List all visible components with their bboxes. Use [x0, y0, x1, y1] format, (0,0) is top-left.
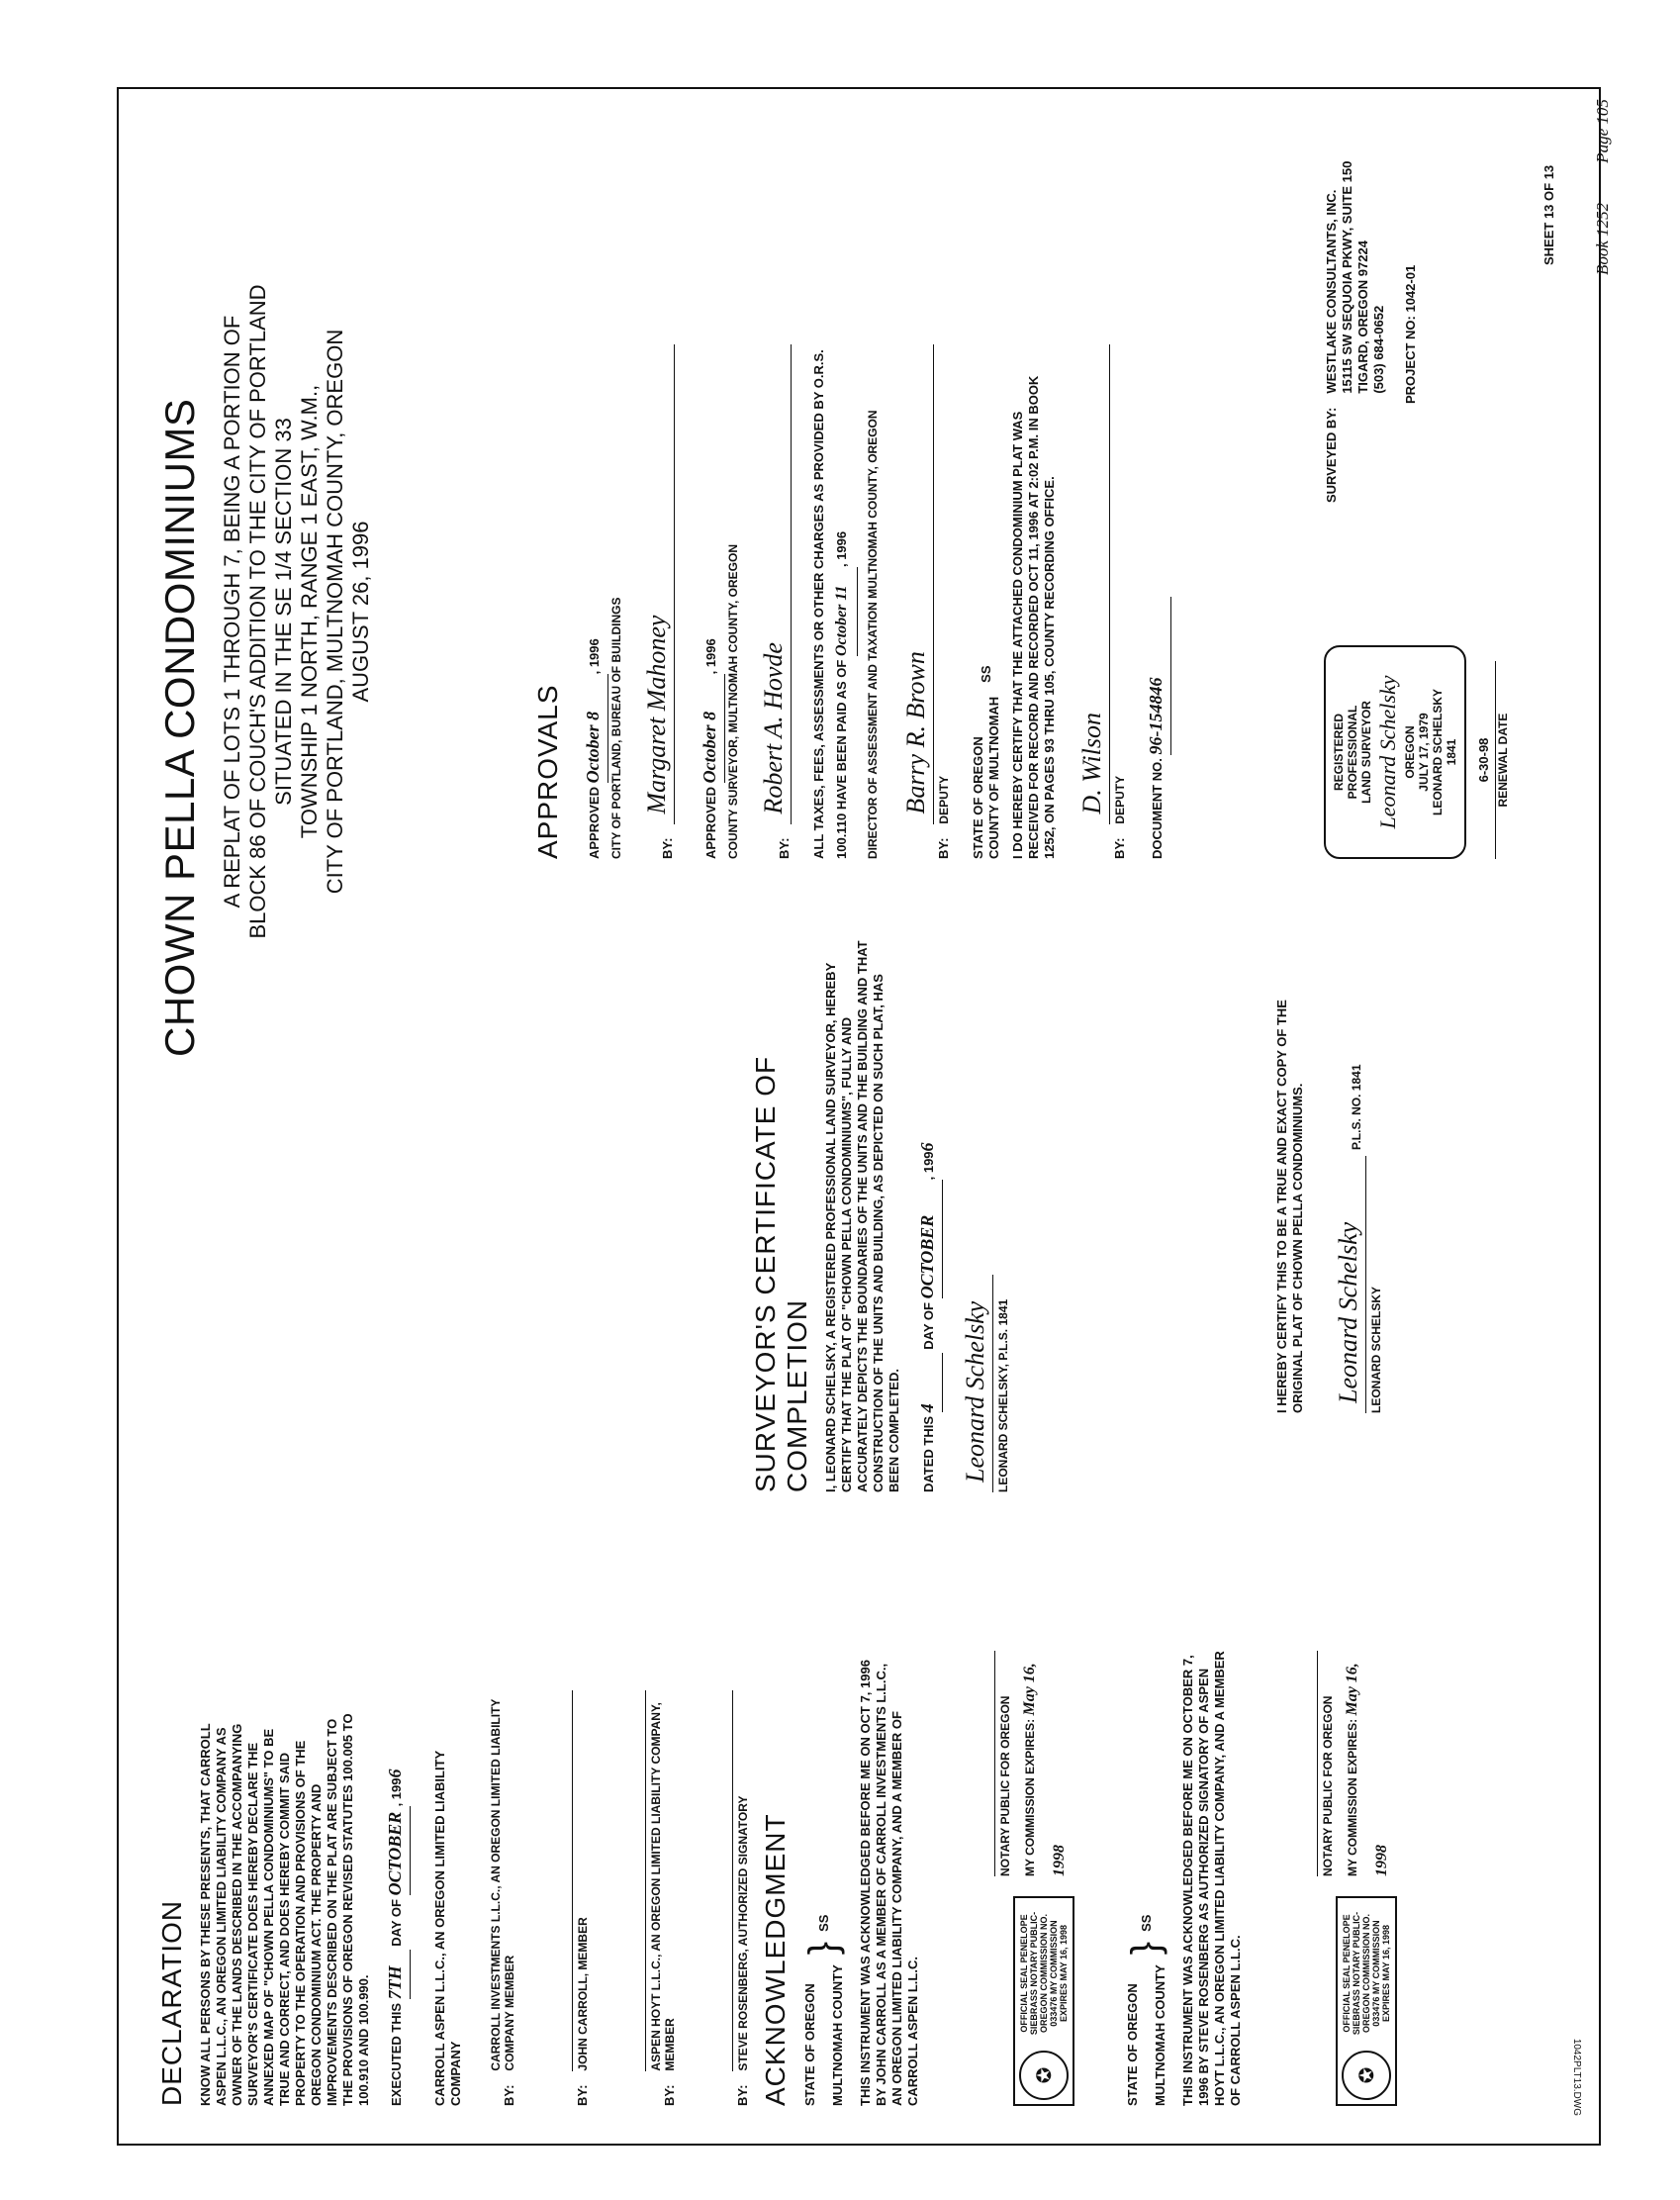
- approval-year: , 1996: [703, 638, 718, 675]
- executed-line: [380, 1690, 411, 2106]
- commission-row: [1015, 1651, 1074, 1876]
- dated-day: 4: [912, 1353, 943, 1412]
- firm-phone: (503) 684-0652: [1371, 305, 1386, 394]
- copy-signature: Leonard Schelsky: [1334, 1221, 1362, 1403]
- notary-seal: [1013, 1896, 1074, 2106]
- brace: }: [1124, 1941, 1167, 1956]
- surveyed-by-row: [1324, 146, 1387, 503]
- plat-sheet: [117, 87, 1601, 2146]
- approvals-section: [532, 344, 1171, 859]
- recording-venue: [971, 344, 1002, 859]
- county-label: MULTNOMAH COUNTY: [1152, 1964, 1167, 2106]
- page-title: CHOWN PELLA CONDOMINIUMS: [156, 398, 203, 1057]
- signature-line: [699, 1690, 733, 2071]
- acknowledgment-text: THIS INSTRUMENT WAS ACKNOWLEDGED BEFORE ME ON OCT 7, 1996 BY JOHN CARROLL AS A MEMBER OF CARROLL INVESTMENTS L.L.C., AN OREGON LIMITED LIABILITY COMPANY, AND A MEMBER OF CARROLL ASPEN L.L.C.: [858, 1660, 920, 2106]
- taxes-text: ALL TAXES, FEES, ASSESSMENTS OR OTHER CHARGES AS PROVIDED BY O.R.S. 100.110 HAVE BEEN PAID AS OF: [811, 349, 849, 859]
- signature-line: [640, 344, 675, 824]
- signature-line: [899, 344, 934, 824]
- approval-date: October 8: [695, 674, 725, 783]
- approved-label: APPROVED: [587, 787, 602, 859]
- venue-block: [1124, 1651, 1168, 2106]
- seal-emblem-icon: ✪: [1342, 2051, 1391, 2100]
- state-label: STATE OF OREGON: [801, 1983, 817, 2106]
- by-label: BY:: [1112, 837, 1127, 859]
- firm-address: 15115 SW SEQUOIA PKWY, SUITE 150: [1340, 160, 1354, 394]
- signature-row: [611, 1690, 677, 2106]
- director-signature: Barry R. Brown: [901, 651, 930, 814]
- document-label: DOCUMENT NO.: [1150, 758, 1165, 859]
- recording-signature-row: [1075, 344, 1127, 859]
- ss-label: SS: [979, 665, 993, 683]
- approval-year: , 1996: [587, 638, 602, 675]
- notary-signature-line: [1283, 1651, 1318, 1876]
- stamp-line: REGISTERED: [1332, 714, 1346, 792]
- stamp-line: OREGON: [1403, 725, 1417, 779]
- declaration-body: KNOW ALL PERSONS BY THESE PRESENTS, THAT CARROLL ASPEN L.L.C., AN OREGON LIMITED LIABILITY COMPANY AS OWNER OF THE LANDS DESCRIBED IN THE ACCOMPANYING SURVEYOR'S CERTIFICATE DOES HEREBY DECLARE THE ANNEXED MAP OF "CHOWN PELLA CONDOMINIUMS" TO BE TRUE AND CORRECT, AND DOES HEREBY COMMIT SAID PROPERTY TO THE OPERATION AND PROVISIONS OF THE OREGON CONDOMINIUM ACT. THE PROPERTY AND IMPROVEMENTS DESCRIBED ON THE PLAT ARE SUBJECT TO THE PROVISIONS OF OREGON REVISED STATUTES 100.005 TO 100.910 AND 100.990.: [198, 1713, 371, 2106]
- signature-caption: ASPEN HOYT L.L.C., AN OREGON LIMITED LIABILITY COMPANY, MEMBER: [649, 1702, 677, 2071]
- project-row: [1403, 146, 1419, 503]
- title-line: TOWNSHIP 1 NORTH, RANGE 1 EAST, W.M.,: [297, 384, 322, 839]
- approval-signature-row: [640, 344, 675, 859]
- signature-row: [486, 1690, 516, 2106]
- notary-row: [961, 1651, 1074, 2106]
- acknowledgment-heading: ACKNOWLEDGMENT: [760, 1813, 791, 2106]
- taxes-date: October 11: [827, 567, 858, 656]
- approvals-heading: APPROVALS: [532, 684, 563, 859]
- seal-text: OFFICIAL SEAL PENELOPE SIEBRASS NOTARY PUBLIC-OREGON COMMISSION NO. 033476 MY COMMISSION EXPIRES MAY 16, 1998: [1342, 1911, 1391, 2036]
- title-line: A REPLAT OF LOTS 1 THROUGH 7, BEING A PORTION OF: [220, 315, 244, 909]
- signature-caption: CARROLL INVESTMENTS L.L.C., AN OREGON LIMITED LIABILITY COMPANY MEMBER: [489, 1698, 516, 2071]
- commission-label: MY COMMISSION EXPIRES:: [1023, 1718, 1037, 1876]
- drawing-file-code: 1042PLT13.DWG: [1571, 2038, 1582, 2116]
- approval-caption: COUNTY SURVEYOR, MULTNOMAH COUNTY, OREGON: [726, 543, 740, 859]
- signature-line: [1322, 1156, 1366, 1413]
- declaration-heading: DECLARATION: [156, 1899, 187, 2106]
- copy-certificate: [1274, 978, 1383, 1413]
- title-line: CITY OF PORTLAND, MULTNOMAH COUNTY, OREGON: [323, 329, 347, 895]
- commission-row: [1338, 1651, 1397, 1876]
- project-value: 1042-01: [1403, 264, 1418, 313]
- approved-label: APPROVED: [703, 787, 718, 859]
- approval-caption: CITY OF PORTLAND, BUREAU OF BUILDINGS: [609, 597, 623, 859]
- by-label: BY:: [502, 2084, 516, 2106]
- stamp-line: LAND SURVEYOR: [1359, 701, 1373, 804]
- acknowledgment-section: [760, 1651, 1397, 2106]
- copy-caption: LEONARD SCHELSKY: [1369, 1286, 1383, 1413]
- title-line: BLOCK 86 OF COUCH'S ADDITION TO THE CITY OF PORTLAND: [245, 284, 270, 939]
- surveyed-by-block: [1324, 146, 1419, 503]
- by-label: BY:: [777, 837, 792, 859]
- copy-cert-text: I HEREBY CERTIFY THIS TO BE A TRUE AND EXACT COPY OF THE ORIGINAL PLAT OF CHOWN PELLA CONDOMINIUMS.: [1274, 1000, 1305, 1413]
- state-label: STATE OF OREGON: [1124, 1983, 1140, 2106]
- renewal-date: 6-30-98: [1476, 737, 1491, 783]
- renewal-caption: RENEWAL DATE: [1495, 661, 1510, 859]
- dated-prefix: DATED THIS: [921, 1415, 936, 1492]
- title-line: SITUATED IN THE SE 1/4 SECTION 33: [271, 418, 296, 806]
- executed-prefix: EXECUTED THIS: [389, 2002, 404, 2106]
- by-label: BY:: [660, 837, 675, 859]
- notary-seal: [1336, 1896, 1397, 2106]
- stamp-line: 1841: [1445, 738, 1458, 766]
- executed-year-prefix: , 199: [389, 1777, 404, 1807]
- dated-line: [912, 938, 943, 1492]
- taxes-statement: [811, 344, 858, 859]
- sheet-number: SHEET 13 OF 13: [1541, 164, 1556, 265]
- surveyor-body: I, LEONARD SCHELSKY, A REGISTERED PROFESSIONAL LAND SURVEYOR, HEREBY CERTIFY THAT THE PLAT OF "CHOWN PELLA CONDOMINIUMS", FULLY AND ACCURATELY DEPICTS THE BOUNDARIES OF THE UNITS AND THE BUILDING AND THAT CONSTRUCTION OF THE UNITS AND BUILDING, AS DEPICTED ON SUCH PLAT, HAS BEEN COMPLETED.: [823, 940, 901, 1492]
- declaration-section: [156, 1690, 750, 2106]
- copy-signature-row: [1322, 978, 1383, 1413]
- notary-caption: NOTARY PUBLIC FOR OREGON: [1321, 1695, 1335, 1876]
- director-signature-row: [899, 344, 951, 859]
- seal-emblem-icon: ✪: [1019, 2051, 1069, 2100]
- signature-row: [699, 1690, 750, 2106]
- by-label: BY:: [936, 837, 951, 859]
- deputy-caption: DEPUTY: [937, 775, 951, 824]
- surveyor-signature-block: [953, 1275, 1010, 1492]
- signature-caption: JOHN CARROLL, MEMBER: [576, 1917, 590, 2071]
- signature-line: [1075, 344, 1110, 824]
- executed-mid: DAY OF: [389, 1899, 404, 1947]
- county-label: COUNTY OF MULTNOMAH: [986, 696, 1001, 859]
- title-line: AUGUST 26, 1996: [348, 521, 373, 703]
- signature-line: [953, 1275, 993, 1492]
- by-label: BY:: [662, 2084, 677, 2106]
- firm-address: TIGARD, OREGON 97224: [1355, 240, 1370, 394]
- stamp-line: LEONARD SCHELSKY: [1431, 689, 1445, 816]
- notary-caption: NOTARY PUBLIC FOR OREGON: [998, 1695, 1012, 1876]
- state-label: STATE OF OREGON: [971, 736, 985, 859]
- stamp-line: PROFESSIONAL: [1346, 705, 1359, 800]
- page-number: Page 105: [1593, 99, 1612, 163]
- commission-value: May 16, 1998: [1021, 1663, 1068, 1876]
- company-name: CARROLL ASPEN L.L.C., AN OREGON LIMITED LIABILITY COMPANY: [432, 1751, 463, 2106]
- signature-line: [611, 1690, 646, 2071]
- title-block: [156, 166, 374, 1057]
- stamp-line: JULY 17, 1979: [1417, 713, 1431, 792]
- executed-day: 7TH: [380, 1950, 411, 1999]
- ss-label: SS: [815, 1914, 831, 1932]
- signature-row: [538, 1690, 590, 2106]
- approval-signature: Robert A. Hovde: [759, 642, 788, 814]
- document-value: 96-154846: [1141, 597, 1171, 755]
- notary-signature-line: [961, 1651, 995, 1876]
- director-caption: DIRECTOR OF ASSESSMENT AND TAXATION MULTNOMAH COUNTY, OREGON: [866, 410, 880, 859]
- stamp-signature: Leonard Schelsky: [1375, 675, 1400, 829]
- taxes-year: , 1996: [834, 530, 849, 568]
- recording-signature: D. Wilson: [1077, 712, 1106, 814]
- dated-month: OCTOBER: [912, 1180, 943, 1298]
- approval-row: [695, 344, 741, 859]
- by-label: BY:: [575, 2084, 590, 2106]
- signature-line: [538, 1690, 573, 2071]
- approval-row: [578, 344, 624, 859]
- approval-date: October 8: [578, 674, 608, 783]
- registration-stamp: [1324, 645, 1466, 859]
- title-description: [220, 166, 374, 1057]
- seal-text: OFFICIAL SEAL PENELOPE SIEBRASS NOTARY PUBLIC-OREGON COMMISSION NO. 033476 MY COMMISSION EXPIRES MAY 16, 1998: [1019, 1911, 1069, 2036]
- approval-signature: Margaret Mahoney: [642, 615, 671, 814]
- acknowledgment-text: THIS INSTRUMENT WAS ACKNOWLEDGED BEFORE ME ON OCTOBER 7, 1996 BY STEVE ROSENBERG AS AUTHORIZED SIGNATORY OF ASPEN HOYT L.L.C., AN OREGON LIMITED LIABILITY COMPANY, AND A MEMBER OF CARROLL ASPEN L.L.C.: [1180, 1651, 1243, 2106]
- approval-signature-row: [757, 344, 792, 859]
- commission-label: MY COMMISSION EXPIRES:: [1346, 1718, 1359, 1876]
- surveyor-caption: LEONARD SCHELSKY, P.L.S. 1841: [996, 1298, 1010, 1492]
- surveyor-heading: SURVEYOR'S CERTIFICATE OF COMPLETION: [750, 1055, 812, 1492]
- by-label: BY:: [735, 2084, 750, 2106]
- recording-text: I DO HEREBY CERTIFY THAT THE ATTACHED CONDOMINIUM PLAT WAS RECEIVED FOR RECORD AND RECORDED OCT 11, 1996 AT 2:02 P.M. IN BOOK 1252, ON PAGES 93 THRU 105, COUNTY RECORDING OFFICE.: [1010, 375, 1057, 859]
- dated-mid: DAY OF: [921, 1302, 936, 1350]
- dated-year: 6: [917, 1142, 937, 1152]
- surveyor-signature: Leonard Schelsky: [961, 1300, 989, 1483]
- commission-value: May 16, 1998: [1344, 1663, 1390, 1876]
- executed-year: 6: [385, 1769, 405, 1778]
- ss-label: SS: [1138, 1914, 1154, 1932]
- signature-caption: STEVE ROSENBERG, AUTHORIZED SIGNATORY: [736, 1795, 750, 2071]
- book-number: Book 1252: [1593, 202, 1612, 275]
- surveyor-certificate: [750, 938, 1010, 1492]
- project-label: PROJECT NO:: [1403, 316, 1418, 404]
- firm-name: WESTLAKE CONSULTANTS, INC.: [1324, 189, 1339, 394]
- pls-number: P.L.S. NO. 1841: [1350, 1064, 1363, 1150]
- surveyed-by-label: SURVEYED BY:: [1324, 407, 1339, 503]
- deputy-caption: DEPUTY: [1113, 775, 1127, 824]
- signature-line: [757, 344, 792, 824]
- venue-block: [801, 1651, 846, 2106]
- notary-row: [1283, 1651, 1397, 2106]
- document-number-row: [1141, 344, 1171, 859]
- executed-month: OCTOBER: [380, 1806, 411, 1895]
- county-label: MULTNOMAH COUNTY: [829, 1964, 845, 2106]
- brace: }: [801, 1941, 845, 1956]
- surveyor-stamp: [1324, 645, 1510, 859]
- dated-year-prefix: , 199: [921, 1151, 936, 1181]
